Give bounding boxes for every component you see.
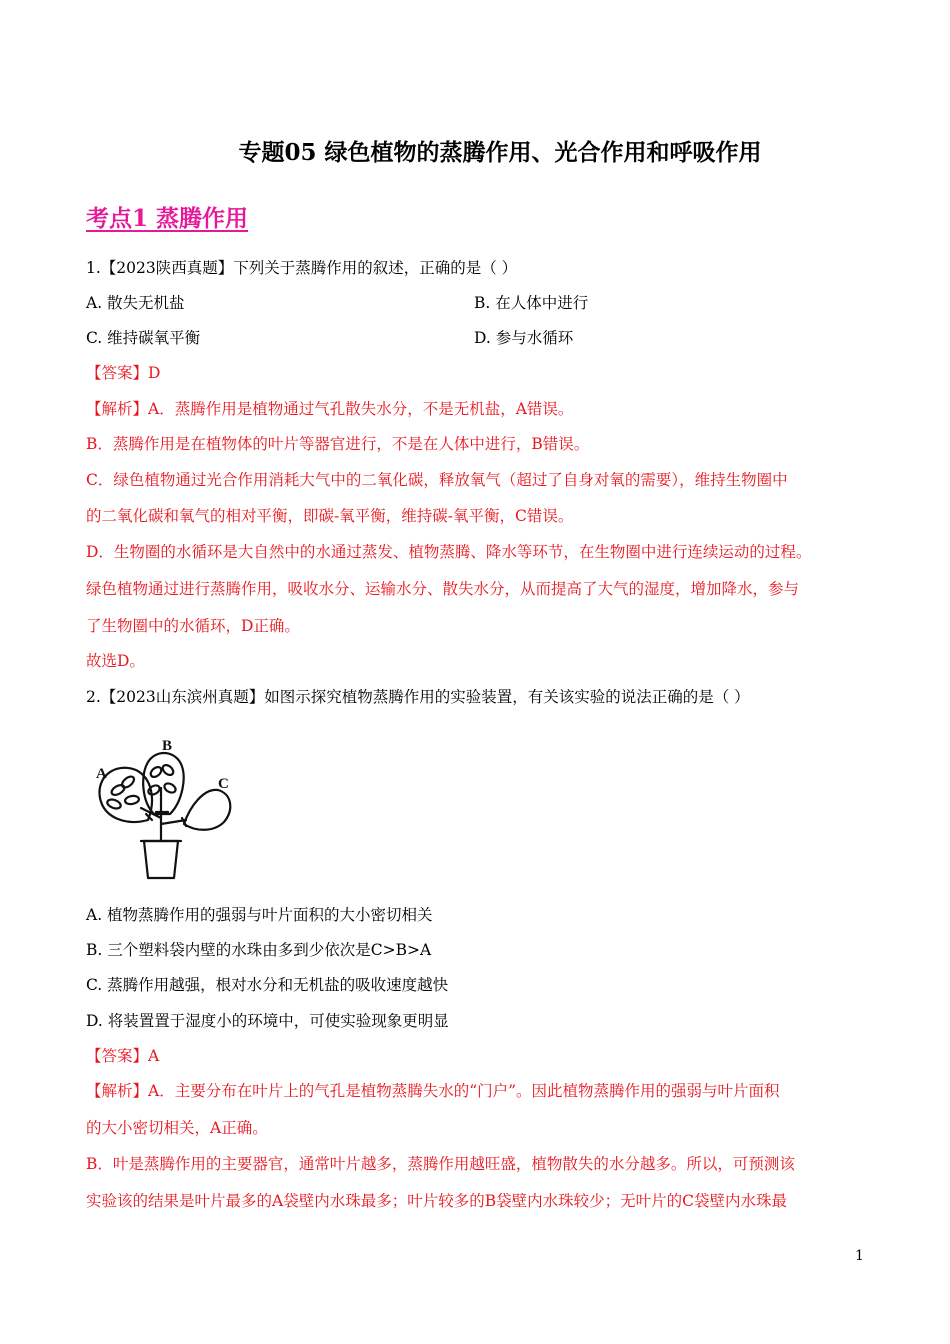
figure-label-a: A (96, 766, 107, 782)
q2-option-a: A. 植物蒸腾作用的强弱与叶片面积的大小密切相关 (86, 906, 433, 924)
transpiration-experiment-figure (86, 728, 250, 888)
q2-stem: 2.【2023山东滨州真题】如图示探究植物蒸腾作用的实验装置，有关该实验的说法正确的是（ ） (86, 688, 750, 706)
q1-analysis-line: B．蒸腾作用是在植物体的叶片等器官进行，不是在人体中进行，B错误。 (86, 435, 590, 453)
q2-analysis-line: 的大小密切相关，A正确。 (86, 1119, 268, 1137)
q2-analysis-line: 实验该的结果是叶片最多的A袋壁内水珠最多；叶片较多的B袋壁内水珠较少；无叶片的C袋壁内水珠最 (86, 1192, 787, 1210)
page-number: 1 (855, 1248, 864, 1264)
q1-analysis-line: C．绿色植物通过光合作用消耗大气中的二氧化碳，释放氧气（超过了自身对氧的需要），维持生物圈中 (86, 471, 788, 489)
q2-analysis-line: 【解析】A．主要分布在叶片上的气孔是植物蒸腾失水的“门户”。因此植物蒸腾作用的强弱与叶片面积 (86, 1082, 780, 1100)
q2-option-d: D. 将装置置于湿度小的环境中，可使实验现象更明显 (86, 1012, 449, 1030)
q2-option-c: C. 蒸腾作用越强，根对水分和无机盐的吸收速度越快 (86, 976, 449, 994)
q1-option-d: D. 参与水循环 (474, 329, 574, 347)
q1-analysis-line: D．生物圈的水循环是大自然中的水通过蒸发、植物蒸腾、降水等环节，在生物圈中进行连续运动的过程。 (86, 543, 812, 561)
q1-option-c: C. 维持碳氧平衡 (86, 329, 201, 347)
figure-label-c: C (218, 776, 229, 792)
q2-option-b: B. 三个塑料袋内壁的水珠由多到少依次是C>B>A (86, 941, 432, 959)
q1-conclusion: 故选D。 (86, 652, 145, 670)
page-title: 专题05 绿色植物的蒸腾作用、光合作用和呼吸作用 (238, 139, 762, 166)
q1-analysis-line: 了生物圈中的水循环，D正确。 (86, 617, 300, 635)
q1-analysis-line: 绿色植物通过进行蒸腾作用，吸收水分、运输水分、散失水分，从而提高了大气的湿度，增加降水，参与 (86, 580, 800, 598)
q2-answer: 【答案】A (86, 1047, 160, 1065)
q1-analysis-line: 的二氧化碳和氧气的相对平衡，即碳-氧平衡，维持碳-氧平衡，C错误。 (86, 507, 574, 525)
section-heading: 考点1 蒸腾作用 (86, 205, 249, 232)
figure-label-b: B (162, 738, 173, 754)
q1-answer: 【答案】D (86, 364, 161, 382)
q1-option-a: A. 散失无机盐 (86, 294, 185, 312)
q2-analysis-line: B．叶是蒸腾作用的主要器官，通常叶片越多，蒸腾作用越旺盛，植物散失的水分越多。所以，可预测该 (86, 1155, 795, 1173)
q1-option-b: B. 在人体中进行 (474, 294, 589, 312)
q1-stem: 1.【2023陕西真题】下列关于蒸腾作用的叙述，正确的是（ ） (86, 259, 518, 277)
q1-analysis-line: 【解析】A．蒸腾作用是植物通过气孔散失水分，不是无机盐，A错误。 (86, 400, 574, 418)
